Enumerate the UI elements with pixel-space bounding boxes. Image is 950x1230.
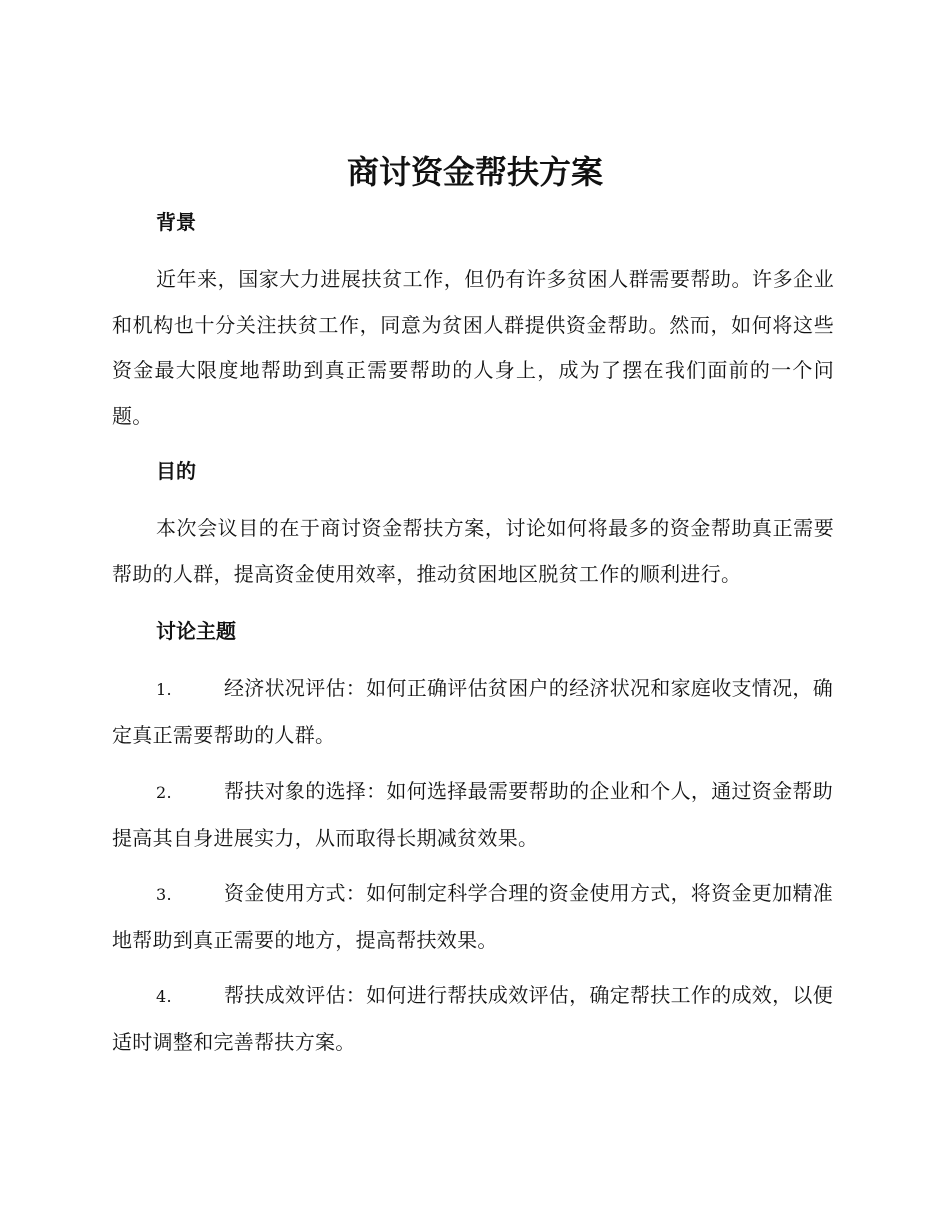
list-item: [112, 666, 834, 758]
list-item-number: 3.: [156, 885, 172, 904]
list-item-number: 1.: [156, 680, 172, 699]
list-item-text: 帮扶对象的选择：如何选择最需要帮助的企业和个人，通过资金帮助提高其自身进展实力，从而取得长期减贫效果。: [112, 779, 833, 850]
section-heading-purpose: 目的: [156, 459, 196, 483]
list-item-text: 经济状况评估：如何正确评估贫困户的经济状况和家庭收支情况，确定真正需要帮助的人群。: [112, 676, 833, 747]
list-item-text: 帮扶成效评估：如何进行帮扶成效评估，确定帮扶工作的成效，以便适时调整和完善帮扶方案。: [112, 983, 833, 1054]
list-item: [112, 871, 834, 963]
document-title: 商讨资金帮扶方案: [346, 153, 603, 191]
section-body-purpose: 本次会议目的在于商讨资金帮扶方案，讨论如何将最多的资金帮助真正需要帮助的人群，提高资金使用效率，推动贫困地区脱贫工作的顺利进行。: [112, 516, 834, 586]
section-heading-topics: 讨论主题: [156, 619, 236, 643]
list-item-number: 2.: [156, 783, 172, 802]
list-item: [112, 973, 834, 1065]
list-item: [112, 769, 834, 861]
section-heading-background: 背景: [156, 210, 196, 234]
list-item-number: 4.: [156, 987, 172, 1006]
list-item-text: 资金使用方式：如何制定科学合理的资金使用方式，将资金更加精准地帮助到真正需要的地方，提高帮扶效果。: [112, 881, 833, 952]
section-body-background: 近年来，国家大力进展扶贫工作，但仍有许多贫困人群需要帮助。许多企业和机构也十分关注扶贫工作，同意为贫困人群提供资金帮助。然而，如何将这些资金最大限度地帮助到真正需要帮助的人身上，成为了摆在我们面前的一个问题。: [112, 267, 834, 428]
